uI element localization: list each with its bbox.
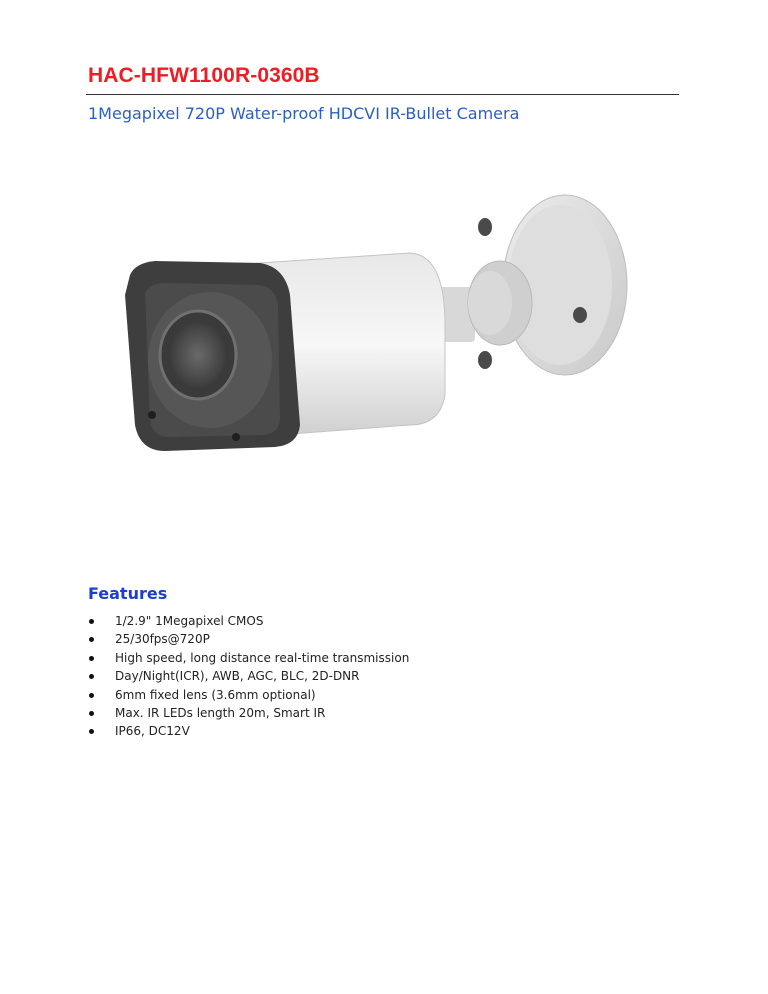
feature-text: 6mm fixed lens (3.6mm optional) [115,687,316,702]
bullet-icon [89,674,94,679]
feature-item [88,686,409,704]
product-title: HAC-HFW1100R-0360B [88,64,320,87]
bullet-icon [89,619,94,624]
bullet-icon [89,656,94,661]
feature-text: IP66, DC12V [115,724,190,739]
feature-text: Max. IR LEDs length 20m, Smart IR [115,705,326,720]
camera-product-photo [110,175,650,470]
feature-item [88,630,409,648]
features-list [88,612,409,741]
title-divider [86,94,679,95]
bullet-icon [89,693,94,698]
feature-item [88,649,409,667]
feature-item [88,667,409,685]
bullet-icon [89,637,94,642]
bullet-icon [89,729,94,734]
product-subtitle: 1Megapixel 720P Water-proof HDCVI IR-Bullet Camera [88,104,520,123]
feature-item [88,722,409,740]
features-heading: Features [88,584,168,603]
feature-text: 1/2.9" 1Megapixel CMOS [115,614,264,628]
feature-text: 25/30fps@720P [115,632,210,647]
feature-item [88,612,409,630]
bullet-icon [89,711,94,716]
feature-text: High speed, long distance real-time transmission [115,650,410,665]
feature-text: Day/Night(ICR), AWB, AGC, BLC, 2D-DNR [115,669,360,684]
feature-item [88,704,409,722]
